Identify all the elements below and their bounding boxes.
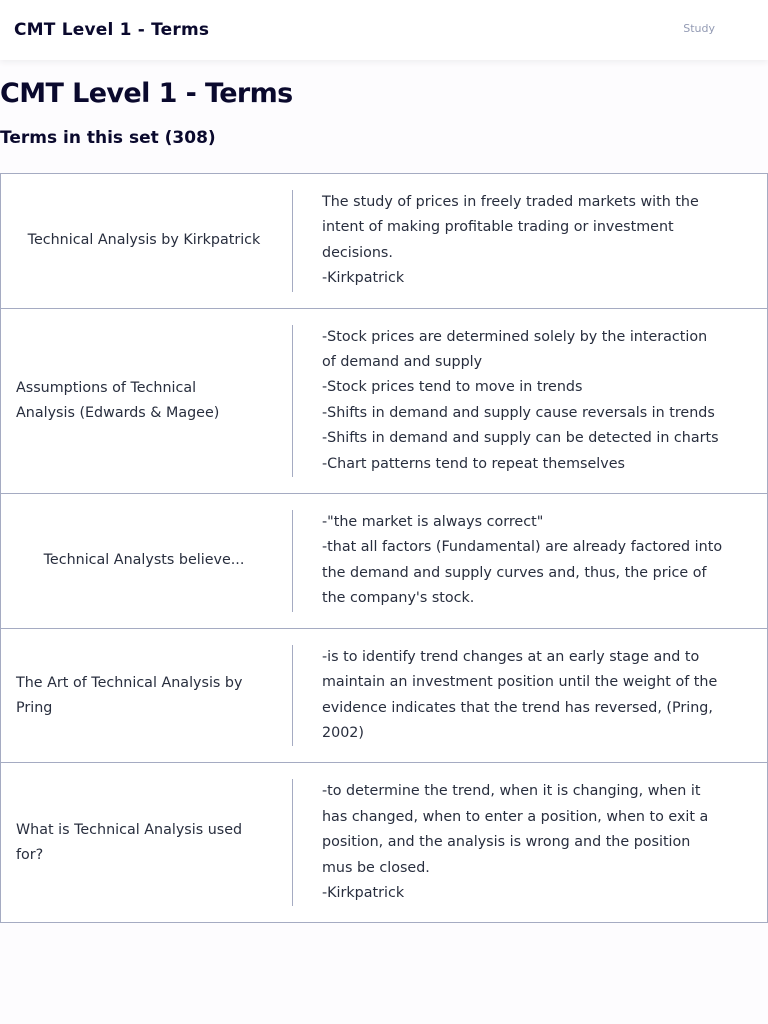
terms-count-heading: Terms in this set (308) [0, 128, 216, 148]
term-text: The Art of Technical Analysis by Pring [1, 645, 293, 747]
term-row [0, 494, 768, 629]
definition-text: -"the market is always correct" -that all factors (Fundamental) are already factored into the demand and supply curves and, thus, the price of the company's stock. [322, 514, 723, 607]
definition-text: -Stock prices are determined solely by the interaction of demand and supply -Stock prices tend to move in trends -Shifts in demand and supply cause reversals in trends -Shifts in demand and supply can be detected in charts -Chart patterns tend to repeat themselves [322, 328, 719, 472]
definition-text: -to determine the trend, when it is changing, when it has changed, when to enter a position, when to exit a position, and the analysis is wrong and the position mus be closed. -Kirkpatrick [322, 783, 709, 901]
term-text: Technical Analysis by Kirkpatrick [1, 190, 293, 292]
top-bar [0, 0, 768, 60]
term-row [0, 763, 768, 923]
page-title: CMT Level 1 - Terms [0, 78, 293, 109]
term-text: What is Technical Analysis used for? [1, 779, 293, 906]
header-title: CMT Level 1 - Terms [14, 20, 210, 40]
term-row [0, 309, 768, 494]
definition-text: -is to identify trend changes at an early stage and to maintain an investment position until the weight of the evidence indicates that the trend has reversed, (Pring, 2002) [322, 648, 718, 741]
term-text: Technical Analysts believe... [1, 510, 293, 612]
term-row [0, 173, 768, 309]
term-text: Assumptions of Technical Analysis (Edwards & Magee) [1, 325, 293, 477]
definition-text: The study of prices in freely traded markets with the intent of making profitable trading or investment decisions. -Kirkpatrick [322, 194, 699, 287]
study-link[interactable]: Study [683, 22, 715, 35]
terms-list [0, 173, 768, 923]
term-row [0, 629, 768, 764]
